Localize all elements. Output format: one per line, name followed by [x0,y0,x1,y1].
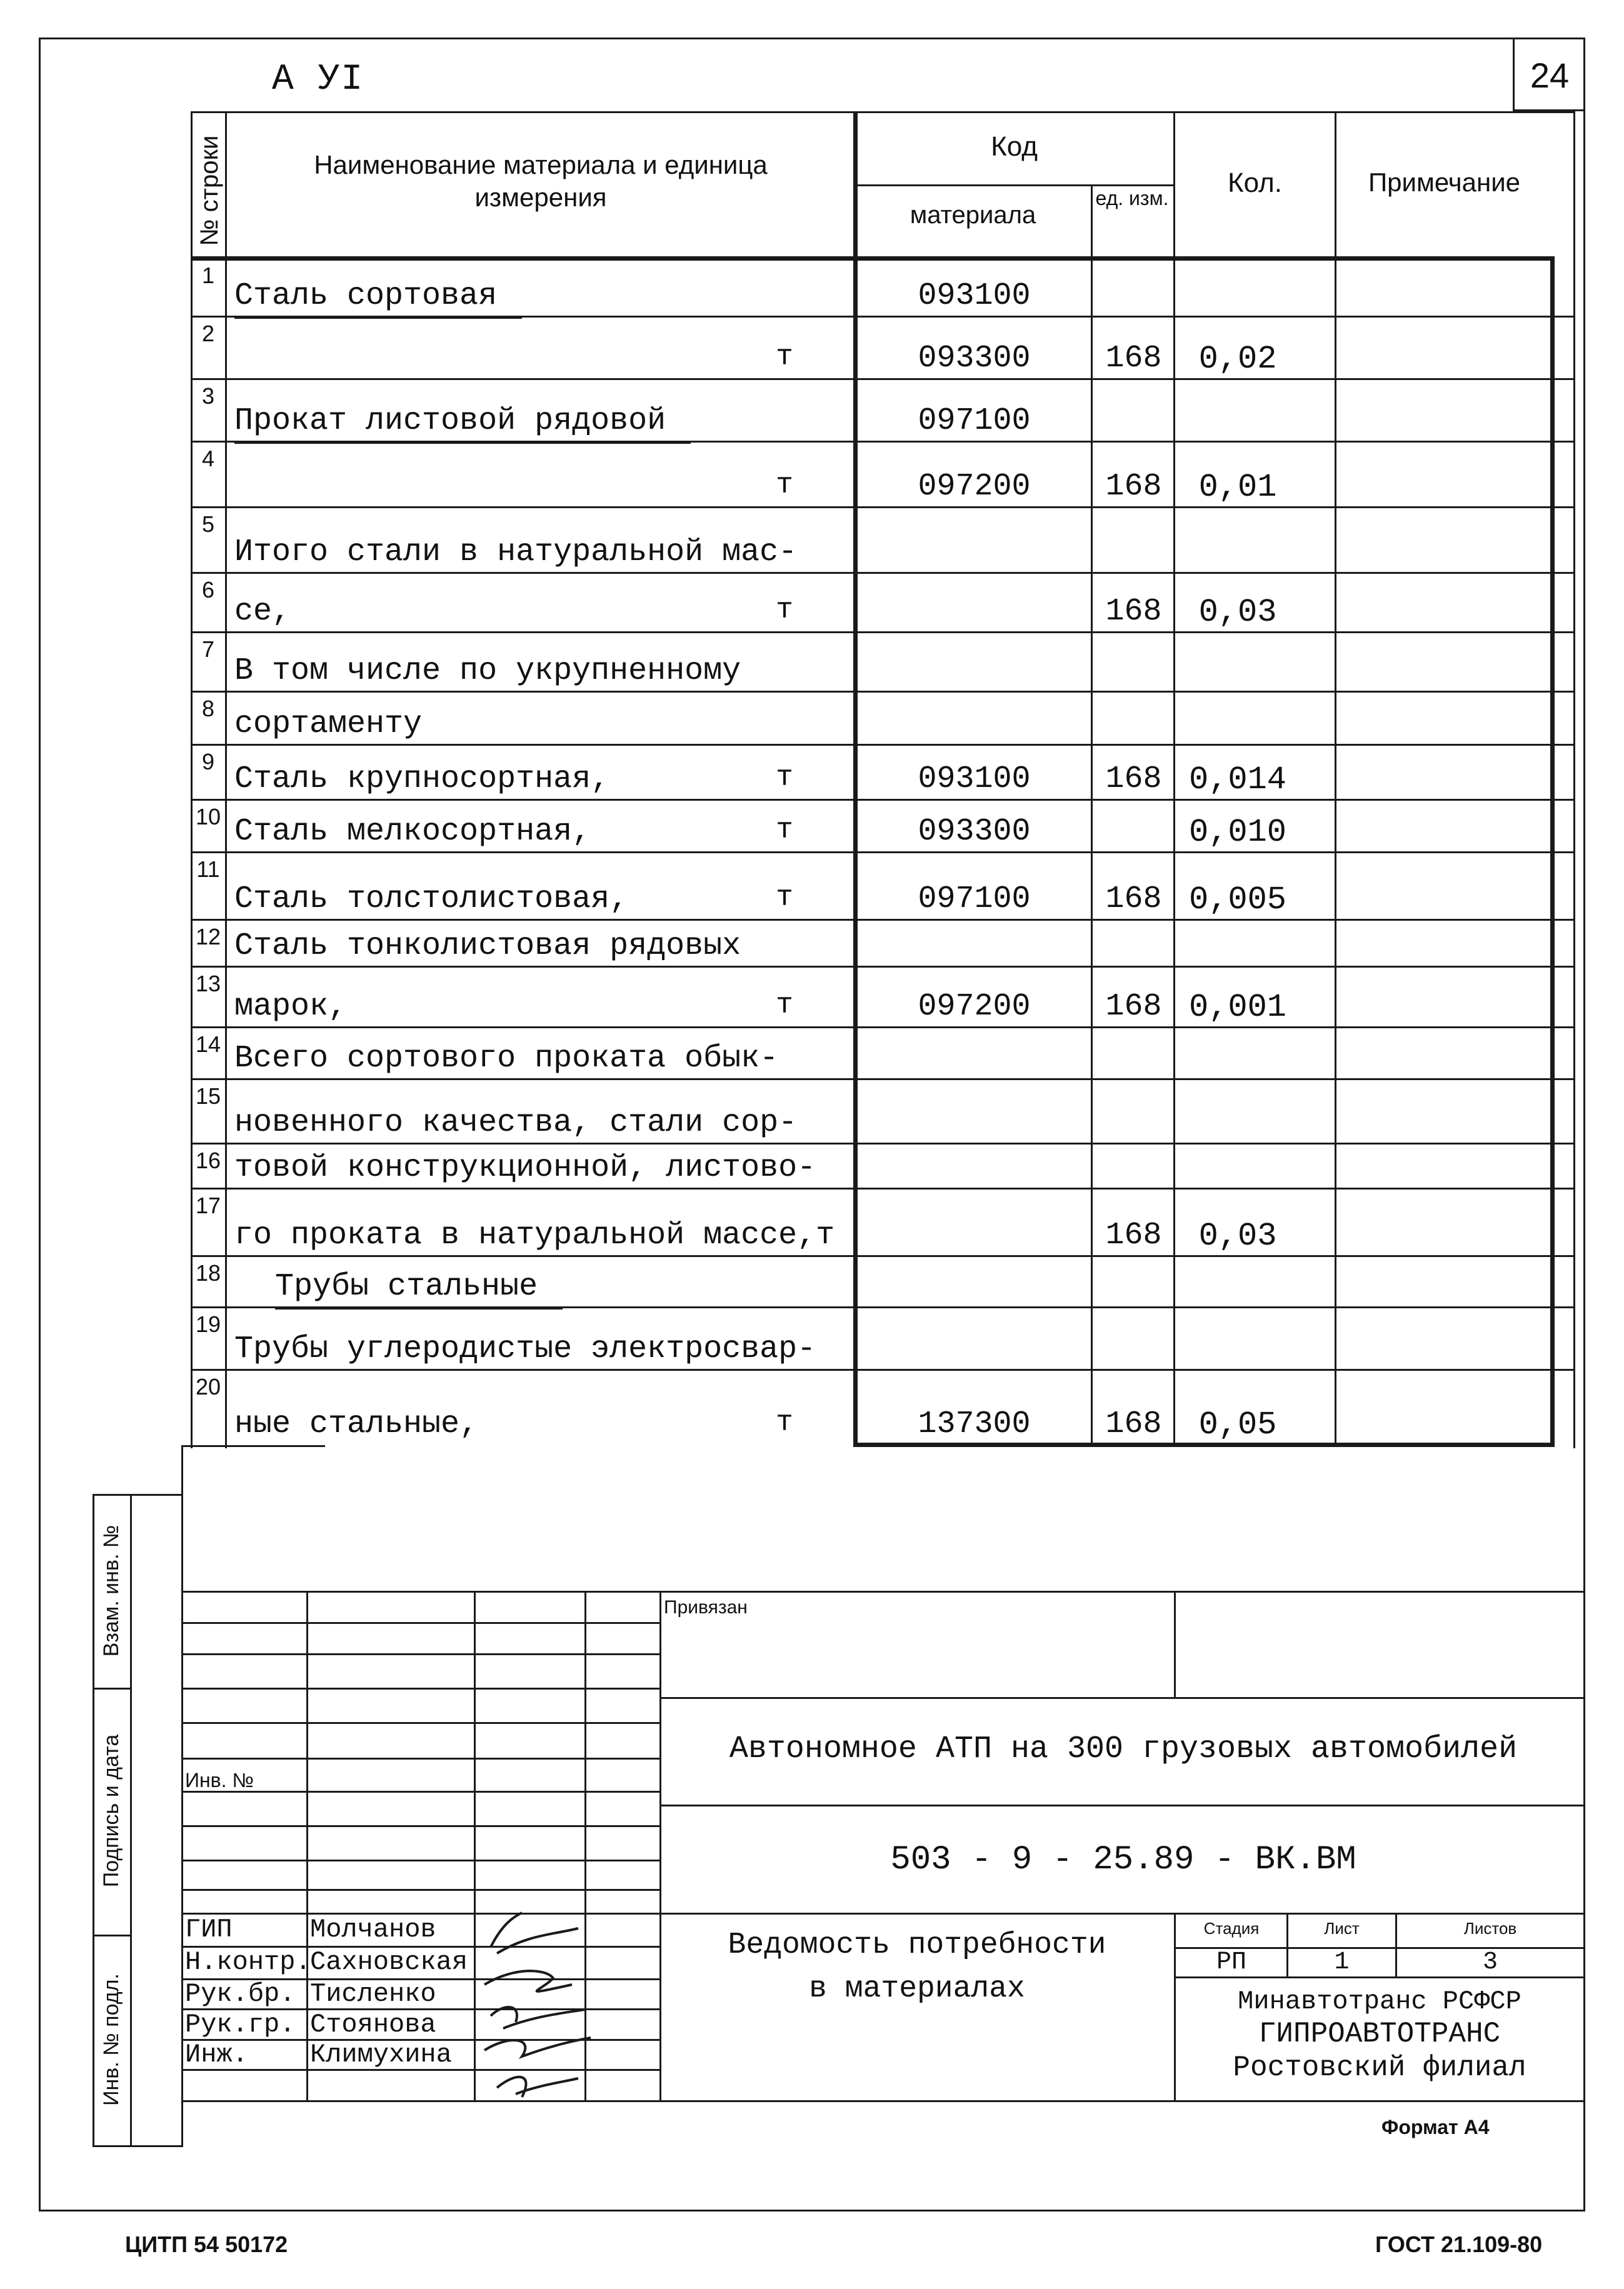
unit-code: 168 [1105,1406,1162,1442]
unit-code: 168 [1105,761,1162,797]
row-number: 6 [201,577,215,603]
stamp-col-right [181,1445,183,2147]
tb-v-role [306,1591,308,2102]
material-name: Сталь тонколистовая рядовых [234,928,741,964]
table-right [1573,111,1575,1448]
material-name: новенного качества, стали сор- [234,1105,798,1141]
staff-name: Стояновa [310,2010,436,2040]
unit-label: т [776,761,793,794]
staff-name: Тисленко [310,1979,436,2009]
header-code-split [853,184,1173,186]
tb-stage-h2 [1174,1976,1585,1978]
stage-header: Стадия [1203,1919,1260,1938]
staff-role: Рук.бр. [185,1979,296,2009]
stamp-split-2 [93,1935,132,1936]
tb-v-main [659,1591,661,2102]
unit-label: т [776,469,793,501]
section-label: А УI [272,59,364,100]
material-code: 093300 [918,814,1031,849]
material-name: Итого стали в натуральной мас- [234,534,798,570]
row-divider [191,506,1575,508]
row-divider [191,744,1575,746]
material-name: Сталь толстолистовая, [234,881,629,917]
sheets-value: 3 [1482,1948,1498,1976]
quantity: 0,03 [1198,594,1277,631]
material-name: товой конструкционной, листово- [234,1150,816,1186]
doc-title-1: Ведомость потребности [728,1928,1106,1962]
staff-grid-line [181,1688,661,1690]
quantity: 0,001 [1188,989,1287,1026]
org-line-2: ГИПРОАВТОТРАНС [1258,2018,1501,2050]
row-divider [191,1369,1575,1371]
label-sign-date: Подпись и дата [99,1734,123,1888]
row-divider [191,799,1575,801]
stage-value: РП [1216,1948,1246,1976]
row-divider [191,572,1575,574]
tb-h-project-top [659,1697,1585,1699]
row-number: 9 [201,749,215,774]
sheet-header: Лист [1324,1919,1360,1938]
quantity: 0,03 [1198,1218,1277,1255]
tb-h-code-top [659,1805,1585,1806]
unit-label: т [776,341,793,373]
row-divider [191,1143,1575,1144]
header-bottom [191,256,1555,261]
material-code: 093100 [918,761,1031,797]
material-code: 097100 [918,403,1031,439]
tb-h-title-top [659,1913,1585,1915]
staff-grid-line [181,1622,661,1624]
row-number: 1 [201,263,215,288]
unit-label: т [776,814,793,846]
format-label: Формат А4 [1381,2116,1490,2138]
material-name: се, [234,594,291,629]
staff-grid-line [181,1722,661,1724]
staff-grid-line [181,1825,661,1827]
row-number: 13 [195,971,221,996]
row-number: 17 [195,1193,221,1218]
row-number: 12 [195,924,221,949]
row-divider [191,441,1575,443]
row-divider [191,691,1575,693]
org-line-1: Минавтотранс РСФСР [1238,1986,1521,2016]
row-divider [191,851,1575,853]
material-name: го проката в натуральной массе,т [234,1218,835,1253]
stamp-bottom [93,2145,183,2147]
row-divider [191,1026,1575,1028]
material-code: 097200 [918,469,1031,504]
header-code-material: материала [910,201,1036,229]
row-divider [191,966,1575,968]
sheet-value: 1 [1334,1948,1350,1976]
table-left [191,111,193,1448]
row-divider [191,1255,1575,1257]
row-number: 15 [195,1083,221,1109]
row-number: 8 [201,696,215,721]
header-row-no: № строки [196,135,223,246]
unit-label: т [776,1406,793,1439]
row-number: 11 [196,856,220,882]
quantity: 0,05 [1198,1406,1277,1443]
quantity: 0,005 [1188,881,1287,918]
unit-code: 168 [1105,1218,1162,1253]
row-number: 2 [201,321,215,346]
row-divider [191,919,1575,921]
page-number-divider [1513,38,1515,111]
tb-v-privyazan [1174,1591,1176,1698]
staff-grid-line [181,1653,661,1655]
material-name: Трубы углеродистые электросвар- [234,1331,816,1367]
label-inv-podl: Инв. № подл. [99,1973,123,2106]
quantity: 0,02 [1198,341,1277,378]
unit-code: 168 [1105,341,1162,376]
material-name: Сталь крупносортная, [234,761,610,797]
material-name: сортаменту [234,706,423,742]
inv-no-label: Инв. № [185,1769,254,1791]
row-number: 4 [201,446,215,471]
header-note: Примечание [1368,168,1521,197]
label-inv-vzam: Взам. инв. № [99,1525,123,1657]
tb-bottom [181,2100,1585,2102]
row-number: 20 [195,1374,221,1400]
row-divider [191,1078,1575,1080]
material-name: Прокат листовой рядовой [234,403,666,439]
sheets-header: Листов [1463,1919,1517,1938]
footer-right: ГОСТ 21.109-80 [1375,2231,1543,2257]
row-number: 10 [195,804,221,829]
unit-code: 168 [1105,594,1162,629]
material-code: 097100 [918,881,1031,917]
row-divider [191,378,1575,380]
quantity: 0,010 [1188,814,1287,851]
staff-grid-line [181,1758,661,1760]
doc-title-2: в материалах [809,1972,1025,2006]
unit-label: т [776,989,793,1021]
staff-role: ГИП [185,1915,233,1945]
row-divider [191,316,1575,318]
material-code: 097200 [918,989,1031,1024]
staff-role: Инж. [185,2040,248,2070]
row-divider [191,631,1575,633]
doc-code: 503 - 9 - 25.89 - ВК.ВМ [890,1841,1356,1879]
frame-right [1583,38,1585,2211]
frame-top [39,38,1585,39]
material-name: Всего сортового проката обык- [234,1041,779,1076]
table-top [191,111,1575,113]
staff-grid-line [181,1889,661,1891]
quantity: 0,014 [1188,761,1287,798]
table-data-bottom [853,1443,1555,1447]
footer-left: ЦИТП 54 50172 [125,2231,288,2257]
header-code: Код [991,131,1038,162]
staff-name: Климухина [310,2040,452,2070]
page-number: 24 [1530,56,1570,95]
unit-code: 168 [1105,469,1162,504]
tb-top [181,1591,1585,1593]
material-code: 137300 [918,1406,1031,1442]
row-divider [191,1306,1575,1308]
staff-name: Сахновская [310,1947,468,1977]
unit-code: 168 [1105,989,1162,1024]
unit-label: т [776,881,793,914]
header-code-unit: ед. изм. [1095,187,1169,209]
staff-role: Н.контр. [185,1947,311,1977]
stamp-col-mid [130,1494,132,2147]
material-name: В том числе по укрупненному [234,653,741,689]
signature-scribbles [478,1910,603,2110]
privyazan-label: Привязан [664,1597,748,1618]
tb-v-org [1174,1913,1176,2102]
row-number: 5 [201,511,215,537]
stamp-split-1 [93,1688,132,1690]
material-name: марок, [234,989,348,1024]
col-material-divider [1091,184,1093,1446]
header-qty: Кол. [1227,168,1283,198]
material-name: Сталь мелкосортная, [234,814,591,849]
material-code: 093100 [918,278,1031,314]
material-name: Сталь сортовая [234,278,498,314]
row-number: 14 [195,1031,221,1057]
col-name-divider [853,111,858,1446]
material-name: ные стальные, [234,1406,479,1442]
row-number: 16 [195,1148,221,1173]
staff-name: Молчанов [310,1915,436,1945]
stamp-col-left [93,1494,94,2147]
col-qty-divider [1335,111,1336,1446]
staff-role: Рук.гр. [185,2010,296,2040]
unit-code: 168 [1105,881,1162,917]
material-name: Трубы стальные [275,1269,538,1305]
row-number: 7 [201,636,215,662]
staff-grid-line [181,1860,661,1861]
material-code: 093300 [918,341,1031,376]
org-line-3: Ростовский филиал [1233,2051,1526,2084]
row-divider [191,1188,1575,1190]
quantity: 0,01 [1198,469,1277,506]
frame-left [39,38,41,2211]
frame-bottom [39,2210,1585,2211]
table-bottom-left [181,1445,325,1447]
header-name: Наименование материала и единица измерения [314,150,768,212]
row-number: 18 [195,1260,221,1286]
tb-v-name [474,1591,476,2102]
project-name: Автономное АТП на 300 грузовых автомобилей [729,1731,1518,1767]
row-number: 3 [201,383,215,409]
unit-label: т [776,594,793,626]
stamp-top [93,1494,183,1496]
col-rowno-divider [225,111,227,1448]
row-number: 19 [195,1311,221,1337]
